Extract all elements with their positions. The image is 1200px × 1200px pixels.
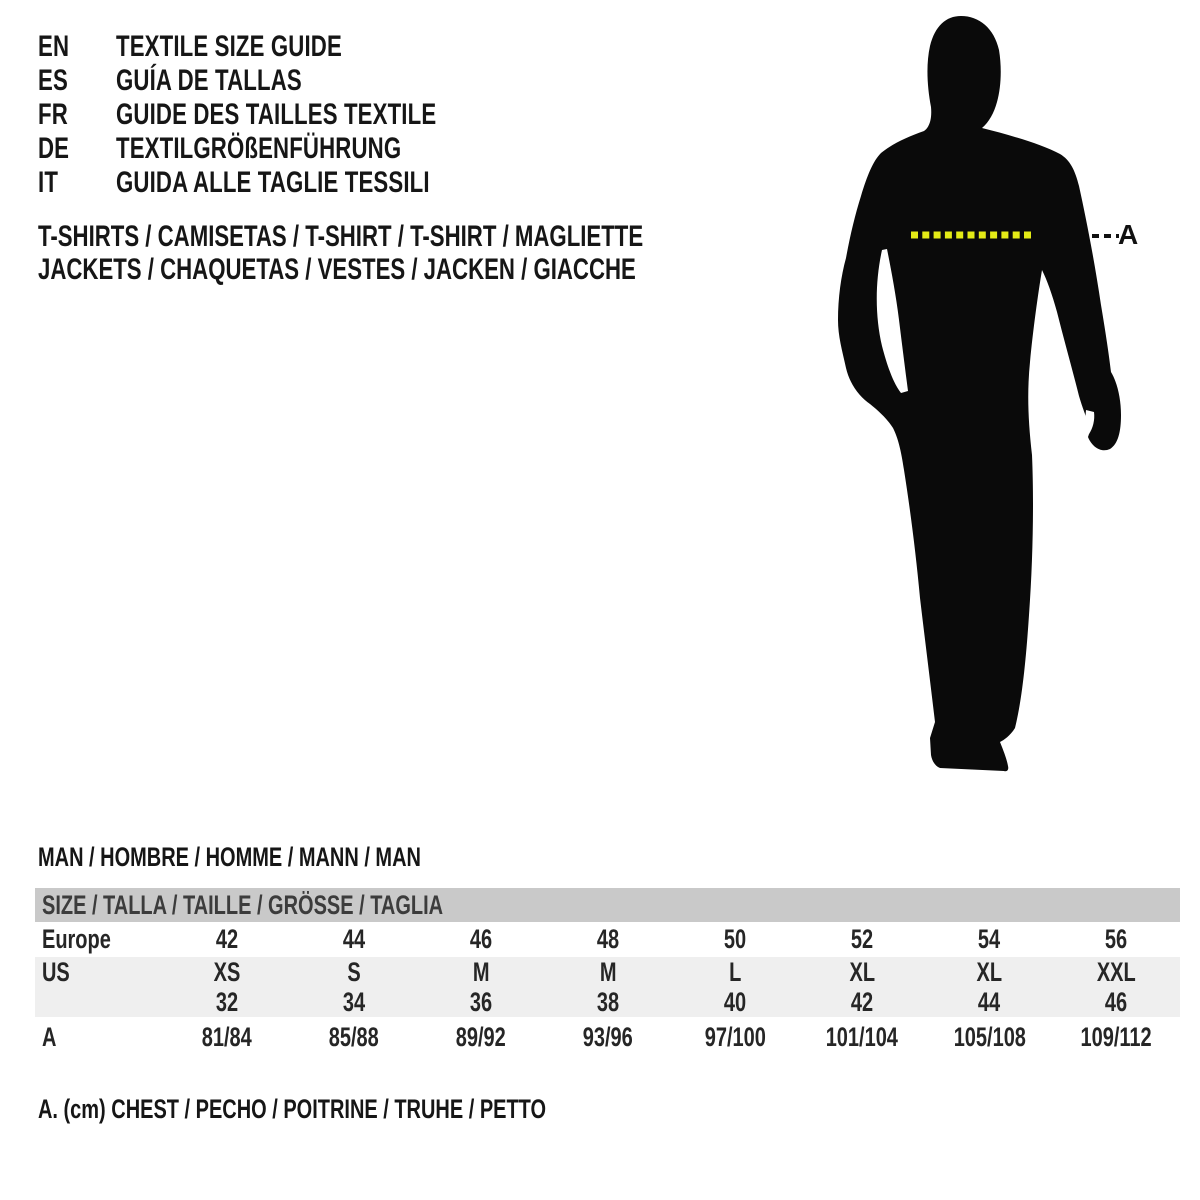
row-label: A <box>42 1022 57 1052</box>
measure-label-a: A <box>1118 219 1139 250</box>
size-cell: 109/112 <box>1080 1022 1152 1052</box>
size-table <box>35 888 1180 1058</box>
size-cell: S <box>347 956 361 987</box>
size-table-row-numeric <box>35 987 1180 1017</box>
size-cell: 32 <box>215 986 238 1017</box>
size-cell: 42 <box>851 986 874 1017</box>
size-cell: 89/92 <box>455 1022 506 1052</box>
size-cell: 50 <box>723 924 747 954</box>
size-cell: L <box>728 956 742 987</box>
size-cell: XL <box>849 956 875 987</box>
size-table-header: SIZE / TALLA / TAILLE / GRÖSSE / TAGLIA <box>35 888 1180 922</box>
size-cell: 42 <box>215 924 238 954</box>
language-title: TEXTILE SIZE GUIDE <box>116 30 342 63</box>
language-title: GUÍA DE TALLAS <box>116 64 302 97</box>
size-cell: 85/88 <box>328 1022 379 1052</box>
size-cell: 46 <box>1105 986 1128 1017</box>
language-code: DE <box>38 132 70 165</box>
size-cell: 56 <box>1105 924 1128 954</box>
size-cell: 36 <box>469 986 492 1017</box>
man-silhouette-body <box>838 16 1121 771</box>
size-table-row-us <box>35 957 1180 987</box>
size-cell: 48 <box>596 924 620 954</box>
size-cell: 38 <box>596 986 620 1017</box>
row-label: US <box>42 956 70 987</box>
size-cell: 52 <box>851 924 874 954</box>
man-silhouette-figure <box>820 0 1200 800</box>
size-cell: 40 <box>723 986 747 1017</box>
size-cell: XXL <box>1096 956 1136 987</box>
size-cell: XL <box>976 956 1003 987</box>
size-cell: 44 <box>978 986 1001 1017</box>
row-label <box>35 989 163 1016</box>
measurement-footnote: A. (cm) CHEST / PECHO / POITRINE / TRUHE / PETTO <box>38 1094 547 1124</box>
row-label: Europe <box>42 924 111 954</box>
garment-categories <box>38 220 856 286</box>
section-heading-man: MAN / HOMBRE / HOMME / MANN / MAN <box>38 842 421 872</box>
size-cell: 81/84 <box>201 1022 252 1052</box>
size-table-row-europe <box>35 922 1180 957</box>
man-silhouette-svg <box>820 0 1200 800</box>
language-code: EN <box>38 30 70 63</box>
size-cell: 46 <box>469 924 492 954</box>
language-code: IT <box>38 166 59 199</box>
category-line-tshirts: T-SHIRTS / CAMISETAS / T-SHIRT / T-SHIRT / MAGLIETTE <box>38 220 644 253</box>
language-title: GUIDE DES TAILLES TEXTILE <box>116 98 437 131</box>
size-cell: 93/96 <box>582 1022 633 1052</box>
size-cell: 44 <box>342 924 365 954</box>
size-cell: 97/100 <box>704 1022 766 1052</box>
language-code: ES <box>38 64 68 97</box>
size-table-row-chest-a <box>35 1017 1180 1058</box>
size-cell: XS <box>213 956 240 987</box>
category-line-jackets: JACKETS / CHAQUETAS / VESTES / JACKEN / GIACCHE <box>38 253 636 286</box>
size-cell: M <box>599 956 617 987</box>
language-title: GUIDA ALLE TAGLIE TESSILI <box>116 166 430 199</box>
language-code: FR <box>38 98 68 131</box>
language-title: TEXTILGRÖßENFÜHRUNG <box>116 132 402 165</box>
size-cell: M <box>472 956 490 987</box>
size-cell: 101/104 <box>826 1022 899 1052</box>
size-cell: 54 <box>978 924 1001 954</box>
size-cell: 105/108 <box>953 1022 1026 1052</box>
language-legend <box>38 30 549 200</box>
size-cell: 34 <box>342 986 365 1017</box>
